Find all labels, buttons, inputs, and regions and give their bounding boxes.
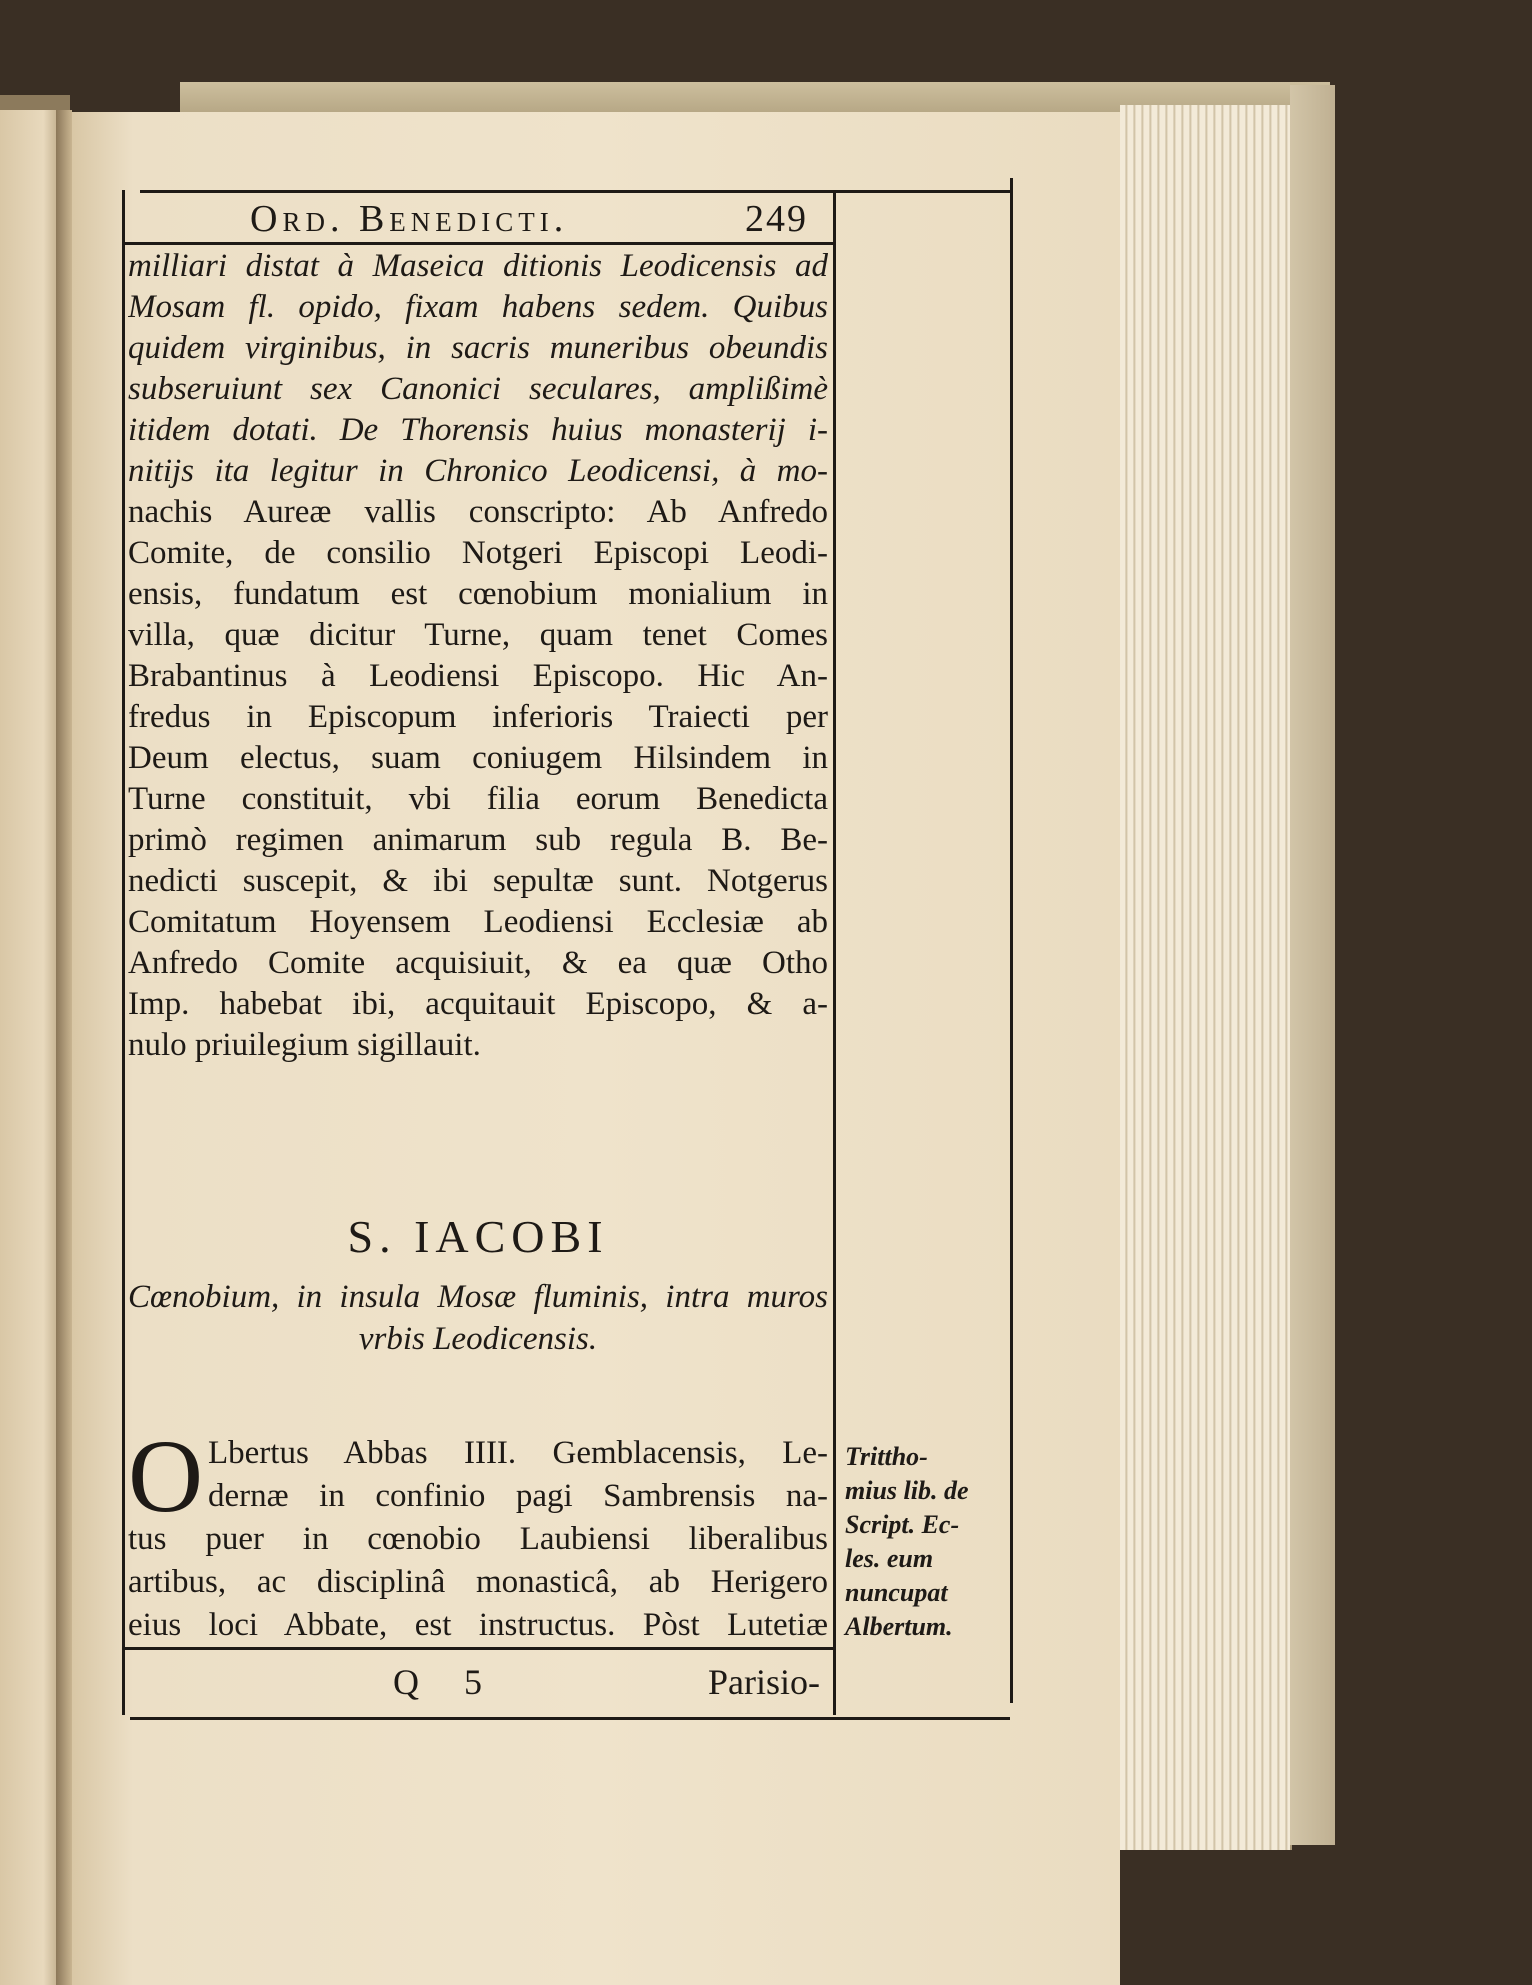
running-title: Ord. Benedicti. [250,198,569,240]
paragraph-two [128,1419,828,1647]
marginal-note [845,1440,1010,1644]
text-line: villa, quæ dicitur Turne, quam tenet Comes [128,617,828,653]
running-header [250,193,850,241]
text-line: dernæ in confinio pagi Sambrensis na- [208,1478,828,1514]
text-line: nedicti suscepit, & ibi sepultæ sunt. Notgerus [128,863,828,899]
section-subtitle [128,1276,828,1360]
footer-rule-top [122,1647,834,1650]
text-line: eius loci Abbate, est instructus. Pòst Lutetiæ [128,1607,828,1643]
header-rule-bottom [122,242,834,245]
text-line: itidem dotati. De Thorensis huius monasterij i- [128,412,828,448]
subtitle-line: vrbis Leodicensis. [358,1321,598,1357]
page-stack-edges [1120,105,1292,1850]
catchword: Parisio- [708,1662,820,1702]
text-line: ensis, fundatum est cœnobium monialium in [128,576,828,612]
text-line: tus puer in cœnobio Laubiensi liberalibus [128,1521,828,1557]
left-page-edge [0,110,62,1985]
margin-rule-right [1010,178,1013,1703]
text-line: Anfredo Comite acquisiuit, & ea quæ Otho [128,945,828,981]
text-line: Imp. habebat ibi, acquitauit Episcopo, & a- [128,986,828,1022]
text-line: Mosam fl. opido, fixam habens sedem. Quibus [128,289,828,325]
text-line: subseruiunt sex Canonici seculares, amplißimè [128,371,828,407]
text-line: nachis Aureæ vallis conscripto: Ab Anfredo [128,494,828,530]
marginal-line: Script. Ec- [845,1510,960,1539]
text-line: artibus, ac disciplinâ monasticâ, ab Herigero [128,1564,828,1600]
text-line: primò regimen animarum sub regula B. Be- [128,822,828,858]
marginal-line: Trittho- [845,1442,928,1471]
marginal-line: mius lib. de [845,1476,969,1505]
right-book-cover [1290,85,1335,1845]
text-line: fredus in Episcopum inferioris Traiecti per [128,699,828,735]
page-number: 249 [745,198,808,240]
subtitle-line: Cœnobium, in insula Mosæ fluminis, intra muros [128,1279,828,1315]
text-line: Turne constituit, vbi filia eorum Benedicta [128,781,828,817]
text-line: quidem virginibus, in sacris muneribus obeundis [128,330,828,366]
section-heading: S. IACOBI [347,1211,609,1262]
text-line: Deum electus, suam coniugem Hilsindem in [128,740,828,776]
marginal-line: les. eum [845,1544,934,1573]
text-line: Comite, de consilio Notgeri Episcopi Leodi- [128,535,828,571]
text-line: Lbertus Abbas IIII. Gemblacensis, Le- [208,1435,828,1471]
marginal-line: nuncupat [845,1578,948,1607]
body-paragraph [128,246,828,1066]
page-footer [128,1655,828,1713]
drop-capital: O [128,1419,204,1534]
text-line: nitijs ita legitur in Chronico Leodicensi, à mo- [128,453,828,489]
marginal-line: Albertum. [845,1612,953,1641]
text-line: nulo priuilegium sigillauit. [128,1027,481,1063]
text-line: milliari distat à Maseica ditionis Leodicensis ad [128,248,828,284]
text-line: Comitatum Hoyensem Leodiensi Ecclesiæ ab [128,904,828,940]
signature-mark: Q 5 [393,1662,500,1702]
text-line: Brabantinus à Leodiensi Episcopo. Hic An- [128,658,828,694]
book-gutter [56,110,72,1985]
footer-rule-bottom [130,1717,1010,1720]
